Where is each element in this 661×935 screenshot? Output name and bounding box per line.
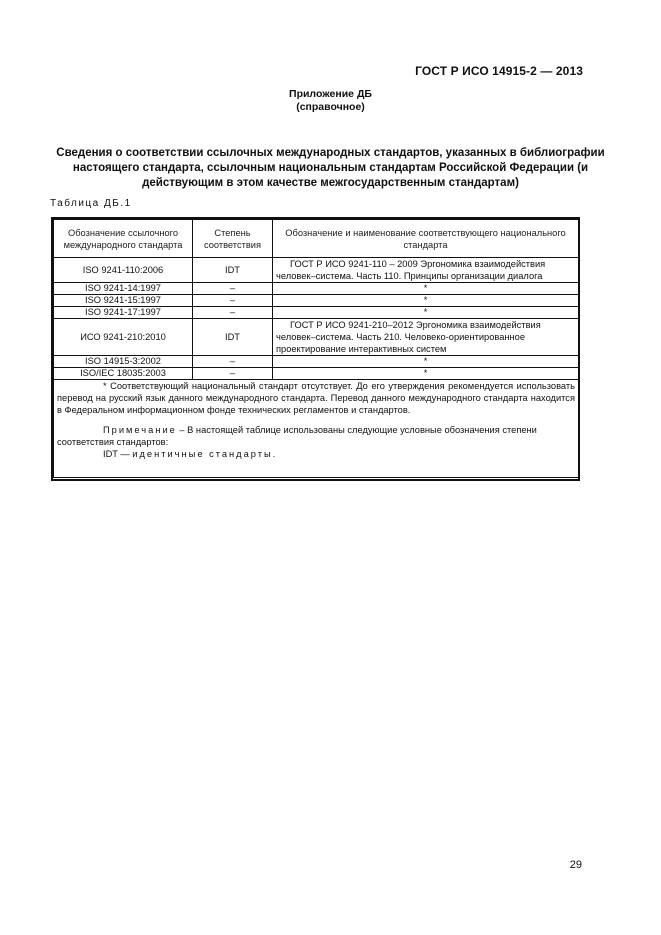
annex-subtitle: (справочное) [296,101,365,113]
table-caption: Таблица ДБ.1 [50,198,132,209]
cell-national: ГОСТ Р ИСО 9241-110 – 2009 Эргономика взаимодействия человек–система. Часть 110. Принципы организации диалога [273,258,579,283]
cell-degree: IDT [193,258,273,283]
note-text: – В настоящей таблице использованы следующие условные обозначения степени соответствия стандартов: [57,425,537,447]
cell-reference: ISO/IEC 18035:2003 [54,368,193,380]
table-header-row [54,220,579,258]
table-row [54,295,579,307]
cell-national: * [273,295,579,307]
idt-meaning: идентичные стандарты. [132,449,278,459]
reference-table-frame [51,217,580,481]
table-row [54,258,579,283]
column-header-degree: Степень соответствия [193,220,273,258]
section-title: Сведения о соответствии ссылочных международных стандартов, указанных в библиографии настоящего стандарта, ссылочным национальным стандартам Российской Федерации (и действующим в этом качестве межгосударственным стандартам) [56,147,605,189]
cell-reference: ISO 9241-17:1997 [54,307,193,319]
cell-national: ГОСТ Р ИСО 9241-210–2012 Эргономика взаимодействия человек–система. Часть 210. Человеко-ориентированное проектирование интерактивных систем [273,319,579,356]
footnote-cell [54,380,579,478]
document-code: ГОСТ Р ИСО 14915-2 — 2013 [415,64,583,78]
cell-reference: ISO 9241-15:1997 [54,295,193,307]
footnote-text: * Соответствующий национальный стандарт отсутствует. До его утверждения рекомендуется использовать перевод на русский язык данного международного стандарта. Перевод данного международного стандарта находится в Федеральном информационном фонде технических регламентов и стандартов. [57,381,575,415]
idt-dash: — [117,449,133,459]
reference-table [53,219,579,478]
cell-degree: IDT [193,319,273,356]
note-label: Примечание [103,425,177,435]
annex-heading [0,88,661,114]
column-header-national: Обозначение и наименование соответствующего национального стандарта [273,220,579,258]
cell-reference: ИСО 9241-210:2010 [54,319,193,356]
footnote-row [54,380,579,478]
cell-national: * [273,307,579,319]
cell-reference: ISO 9241-110:2006 [54,258,193,283]
idt-code: IDT [103,449,118,459]
page-number: 29 [569,859,582,871]
idt-legend [57,448,575,460]
column-header-reference: Обозначение ссылочного международного стандарта [54,220,193,258]
annex-title: Приложение ДБ [289,88,372,100]
table-row [54,283,579,295]
table-row [54,319,579,356]
cell-national: * [273,356,579,368]
cell-reference: ISO 14915-3:2002 [54,356,193,368]
cell-degree: – [193,368,273,380]
cell-degree: – [193,295,273,307]
cell-reference: ISO 9241-14:1997 [54,283,193,295]
table-row [54,368,579,380]
cell-national: * [273,283,579,295]
table-row [54,307,579,319]
table-note [57,424,575,448]
cell-national: * [273,368,579,380]
cell-degree: – [193,307,273,319]
cell-degree: – [193,283,273,295]
table-row [54,356,579,368]
cell-degree: – [193,356,273,368]
